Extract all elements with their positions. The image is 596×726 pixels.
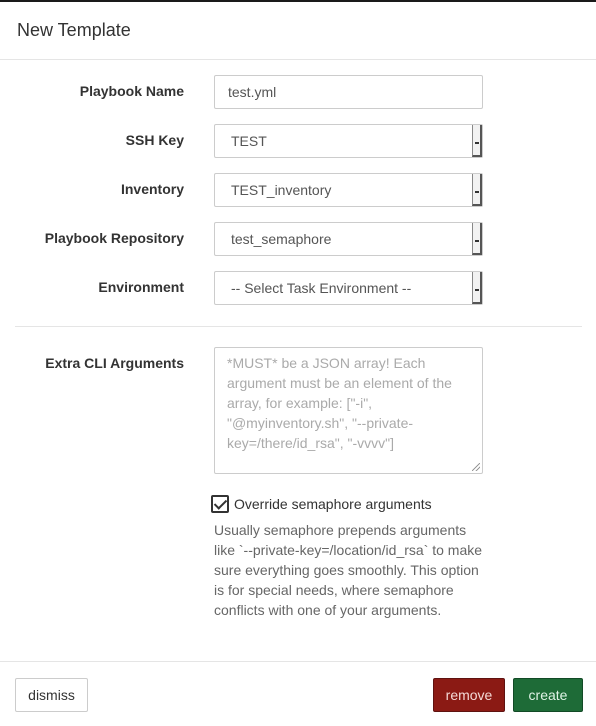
modal-footer: [0, 661, 596, 726]
environment-select[interactable]: [214, 271, 483, 305]
dropdown-arrow-icon: [472, 272, 482, 304]
repository-select[interactable]: [214, 222, 483, 256]
dismiss-button[interactable]: dismiss: [15, 678, 88, 712]
playbook-name-row: [0, 74, 596, 110]
inventory-selected-value: TEST_inventory: [231, 182, 332, 198]
create-button[interactable]: create: [513, 678, 583, 712]
playbook-name-input[interactable]: test.yml: [214, 75, 483, 109]
environment-label: Environment: [98, 279, 184, 295]
override-checkbox-label[interactable]: Override semaphore arguments: [234, 496, 432, 512]
extra-cli-placeholder: *MUST* be a JSON array! Each argument must be an element of the array, for example: ["-i", "@myinventory.sh", "--private-key=/there/id_rsa", "-vvvv"]: [227, 355, 452, 451]
modal-header: [0, 2, 596, 60]
override-checkbox-row[interactable]: [211, 495, 432, 513]
inventory-row: [0, 172, 596, 208]
repository-selected-value: test_semaphore: [231, 231, 332, 247]
form-divider: [15, 326, 582, 327]
ssh-key-selected-value: TEST: [231, 133, 267, 149]
inventory-label: Inventory: [120, 181, 184, 197]
ssh-key-row: [0, 123, 596, 159]
resize-grip-icon[interactable]: [472, 463, 480, 471]
remove-button[interactable]: remove: [433, 678, 505, 712]
extra-cli-textarea[interactable]: [214, 347, 483, 474]
environment-row: [0, 270, 596, 306]
modal-title: New Template: [17, 20, 131, 40]
environment-selected-value: -- Select Task Environment --: [231, 280, 412, 296]
repository-row: [0, 221, 596, 257]
inventory-select[interactable]: [214, 173, 483, 207]
playbook-name-label: Playbook Name: [79, 83, 184, 99]
dropdown-arrow-icon: [472, 174, 482, 206]
override-checkbox[interactable]: [211, 495, 229, 513]
dropdown-arrow-icon: [472, 223, 482, 255]
repository-label: Playbook Repository: [44, 230, 184, 246]
ssh-key-label: SSH Key: [125, 132, 184, 148]
extra-cli-label: Extra CLI Arguments: [45, 355, 184, 371]
override-help-text: Usually semaphore prepends arguments like `--private-key=/location/id_rsa` to make sure everything goes smoothly. This option is for special needs, where semaphore conflicts with one of your arguments.: [214, 522, 483, 618]
ssh-key-select[interactable]: [214, 124, 483, 158]
dropdown-arrow-icon: [472, 125, 482, 157]
